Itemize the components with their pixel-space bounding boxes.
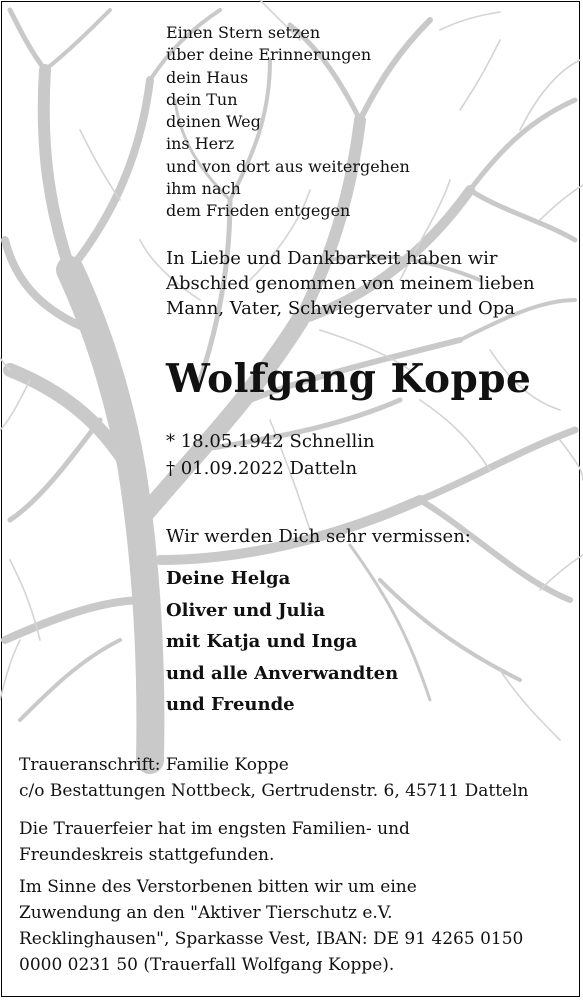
poem-line: ihm nach: [166, 179, 241, 199]
donation-line: Zuwendung an den "Aktiver Tierschutz e.V.: [19, 903, 393, 923]
poem-line: Einen Stern setzen: [166, 23, 321, 42]
poem-line: dem Frieden entgegen: [166, 201, 351, 221]
signer: und Freunde: [166, 694, 295, 715]
poem-line: dein Haus: [166, 67, 249, 87]
ceremony-line: Die Trauerfeier hat im engsten Familien- und: [19, 819, 410, 839]
address-line: Traueranschrift: Familie Koppe: [19, 755, 289, 775]
intro-line: Mann, Vater, Schwiegervater und Opa: [166, 298, 515, 319]
donation-line: Recklinghausen", Sparkasse Vest, IBAN: DE 91 4265 0150: [19, 929, 524, 949]
life-dates: [166, 428, 375, 482]
poem-line: und von dort aus weitergehen: [166, 156, 410, 176]
ceremony-note: [19, 816, 410, 868]
birth-date: * 18.05.1942 Schnellin: [166, 431, 375, 452]
signer: Oliver und Julia: [166, 599, 325, 621]
poem-line: dein Tun: [166, 89, 238, 109]
poem-line: über deine Erinnerungen: [166, 45, 372, 65]
death-date: † 01.09.2022 Datteln: [166, 458, 358, 479]
donation-note: [19, 874, 523, 978]
intro-text: [166, 246, 535, 321]
signers-list: [166, 563, 398, 721]
address-line: c/o Bestattungen Nottbeck, Gertrudenstr. 6, 45711 Datteln: [19, 781, 529, 801]
intro-line: In Liebe und Dankbarkeit haben wir: [166, 248, 498, 269]
poem: [166, 22, 410, 223]
poem-line: deinen Weg: [166, 112, 261, 132]
signer: Deine Helga: [166, 568, 291, 589]
signer: mit Katja und Inga: [166, 631, 358, 652]
mourning-address: [19, 752, 529, 804]
deceased-name: Wolfgang Koppe: [166, 356, 532, 402]
poem-line: ins Herz: [166, 134, 235, 154]
missed-text: Wir werden Dich sehr vermissen:: [166, 526, 471, 547]
ceremony-line: Freundeskreis stattgefunden.: [19, 845, 275, 865]
intro-line: Abschied genommen von meinem lieben: [166, 273, 535, 294]
donation-line: Im Sinne des Verstorbenen bitten wir um eine: [19, 877, 417, 897]
signer: und alle Anverwandten: [166, 662, 399, 684]
donation-line: 0000 0231 50 (Trauerfall Wolfgang Koppe).: [19, 955, 395, 975]
